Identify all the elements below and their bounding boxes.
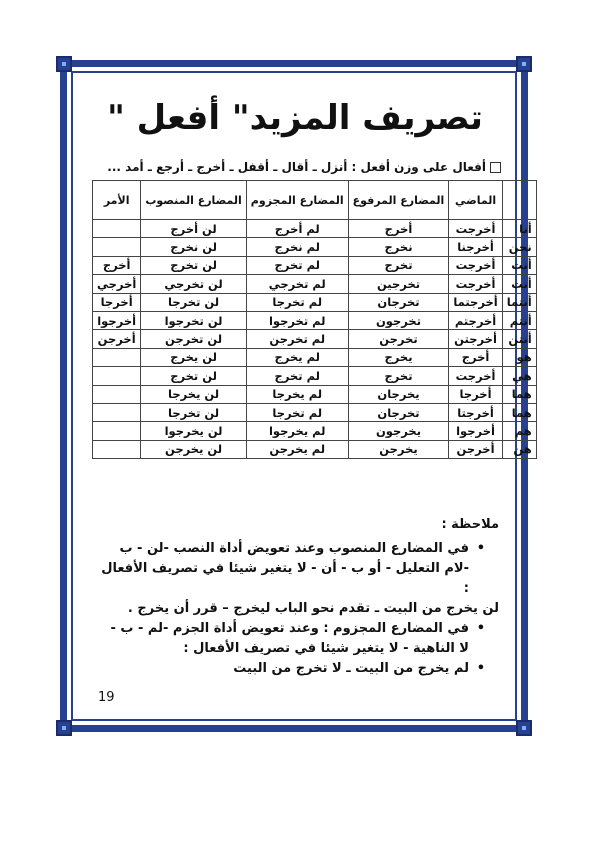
cell-jussive: لم يخرجوا — [246, 422, 348, 440]
table-row — [93, 256, 537, 274]
cell-indicative: تخرجان — [348, 403, 449, 421]
cell-imperative: أخرجن — [93, 330, 141, 348]
table-row — [93, 220, 537, 238]
header-indicative: المضارع المرفوع — [348, 181, 449, 220]
cell-subjunctive: لن تخرجن — [141, 330, 246, 348]
notes-section — [99, 515, 499, 679]
cell-subjunctive: لن أخرج — [141, 220, 246, 238]
cell-past: أخرجت — [449, 367, 502, 385]
note-bullet-example-jussive: • لم يخرج من البيت ـ لا تخرج من البيت — [99, 659, 499, 679]
cell-imperative — [93, 422, 141, 440]
cell-pronoun: هي — [502, 367, 536, 385]
cell-subjunctive: لن تخرج — [141, 367, 246, 385]
cell-indicative: تخرج — [348, 256, 449, 274]
verb-examples-text: أفعال على وزن أفعل : أنزل ـ أقال ـ أقفل ـ أخرج ـ أرجع ـ أمد ... — [107, 160, 486, 174]
cell-pronoun: هم — [502, 422, 536, 440]
cell-jussive: لم نخرج — [246, 238, 348, 256]
cell-indicative: تخرجان — [348, 293, 449, 311]
table-row — [93, 385, 537, 403]
cell-indicative: أخرج — [348, 220, 449, 238]
header-jussive: المضارع المجزوم — [246, 181, 348, 220]
cell-imperative — [93, 238, 141, 256]
cell-past: أخرج — [449, 348, 502, 366]
cell-jussive: لم تخرج — [246, 256, 348, 274]
cell-jussive: لم يخرج — [246, 348, 348, 366]
cell-imperative: أخرج — [93, 256, 141, 274]
cell-indicative: يخرجن — [348, 440, 449, 458]
notes-title: ملاحظة : — [441, 517, 499, 532]
cell-jussive: لم يخرجا — [246, 385, 348, 403]
cell-past: أخرجوا — [449, 422, 502, 440]
cell-subjunctive: لن يخرجوا — [141, 422, 246, 440]
cell-subjunctive: لن تخرجا — [141, 403, 246, 421]
cell-pronoun: أنت — [502, 275, 536, 293]
cell-imperative: أخرجي — [93, 275, 141, 293]
cell-past: أخرجنا — [449, 238, 502, 256]
cell-subjunctive: لن تخرج — [141, 256, 246, 274]
cell-imperative — [93, 440, 141, 458]
cell-past: أخرجت — [449, 220, 502, 238]
cell-imperative — [93, 348, 141, 366]
conjugation-table — [92, 180, 537, 459]
cell-jussive: لم تخرجا — [246, 403, 348, 421]
corner-ornament-icon — [56, 720, 72, 736]
table-row — [93, 440, 537, 458]
note-bullet-subjunctive: • في المضارع المنصوب وعند تعويض أداة النصب -لن - ب -لام التعليل - أو ب - أن - لا يتغير شيئا في تصريف الأفعال : — [99, 539, 499, 599]
table-header-row — [93, 181, 537, 220]
table-row — [93, 330, 537, 348]
header-imperative: الأمر — [93, 181, 141, 220]
cell-imperative: أخرجا — [93, 293, 141, 311]
corner-ornament-icon — [516, 720, 532, 736]
table-row — [93, 348, 537, 366]
cell-subjunctive: لن تخرجوا — [141, 311, 246, 329]
cell-jussive: لم تخرج — [246, 367, 348, 385]
cell-indicative: تخرج — [348, 367, 449, 385]
cell-pronoun: هما — [502, 403, 536, 421]
cell-jussive: لم يخرجن — [246, 440, 348, 458]
cell-imperative — [93, 385, 141, 403]
cell-past: أخرجتما — [449, 293, 502, 311]
cell-past: أخرجتم — [449, 311, 502, 329]
header-past: الماضي — [449, 181, 502, 220]
cell-jussive: لم تخرجوا — [246, 311, 348, 329]
cell-past: أخرجا — [449, 385, 502, 403]
cell-imperative — [93, 367, 141, 385]
cell-jussive: لم أخرج — [246, 220, 348, 238]
cell-subjunctive: لن يخرج — [141, 348, 246, 366]
cell-jussive: لم تخرجن — [246, 330, 348, 348]
cell-pronoun: هن — [502, 440, 536, 458]
cell-past: أخرجن — [449, 440, 502, 458]
corner-ornament-icon — [56, 56, 72, 72]
cell-indicative: يخرجان — [348, 385, 449, 403]
cell-indicative: تخرجن — [348, 330, 449, 348]
cell-subjunctive: لن يخرجا — [141, 385, 246, 403]
corner-ornament-icon — [516, 56, 532, 72]
cell-pronoun: أنا — [502, 220, 536, 238]
cell-pronoun: هو — [502, 348, 536, 366]
cell-pronoun: أنتم — [502, 311, 536, 329]
cell-imperative — [93, 403, 141, 421]
table-row — [93, 367, 537, 385]
cell-past: أخرجت — [449, 275, 502, 293]
cell-indicative: تخرجين — [348, 275, 449, 293]
table-row — [93, 403, 537, 421]
cell-indicative: يخرجون — [348, 422, 449, 440]
page-number: 19 — [98, 690, 115, 705]
checkbox-icon — [490, 162, 501, 173]
cell-pronoun: أنت — [502, 256, 536, 274]
verb-examples-line — [81, 160, 501, 174]
cell-jussive: لم تخرجي — [246, 275, 348, 293]
table-row — [93, 238, 537, 256]
cell-pronoun: أنتن — [502, 330, 536, 348]
cell-past: أخرجتن — [449, 330, 502, 348]
table-row — [93, 275, 537, 293]
cell-imperative — [93, 220, 141, 238]
note-bullet-jussive: • في المضارع المجزوم : وعند تعويض أداة الجزم -لم - ب - لا الناهية - لا يتغير شيئا في تصريف الأفعال : — [99, 619, 499, 659]
cell-pronoun: نحن — [502, 238, 536, 256]
page-title: تصريف المزيد" أفعل " — [107, 98, 483, 138]
cell-past: أخرجتا — [449, 403, 502, 421]
cell-imperative: أخرجوا — [93, 311, 141, 329]
cell-pronoun: هما — [502, 385, 536, 403]
cell-past: أخرجت — [449, 256, 502, 274]
cell-indicative: يخرج — [348, 348, 449, 366]
header-subjunctive: المضارع المنصوب — [141, 181, 246, 220]
cell-pronoun: أنتما — [502, 293, 536, 311]
table-row — [93, 422, 537, 440]
table-row — [93, 293, 537, 311]
table-row — [93, 311, 537, 329]
cell-subjunctive: لن تخرجي — [141, 275, 246, 293]
note-example-subjunctive: لن يخرج من البيت ـ تقدم نحو الباب ليخرج – قرر أن يخرج . — [127, 601, 499, 616]
cell-indicative: تخرجون — [348, 311, 449, 329]
cell-subjunctive: لن نخرج — [141, 238, 246, 256]
header-pronoun — [502, 181, 536, 220]
cell-indicative: نخرج — [348, 238, 449, 256]
cell-jussive: لم تخرجا — [246, 293, 348, 311]
cell-subjunctive: لن يخرجن — [141, 440, 246, 458]
cell-subjunctive: لن تخرجا — [141, 293, 246, 311]
